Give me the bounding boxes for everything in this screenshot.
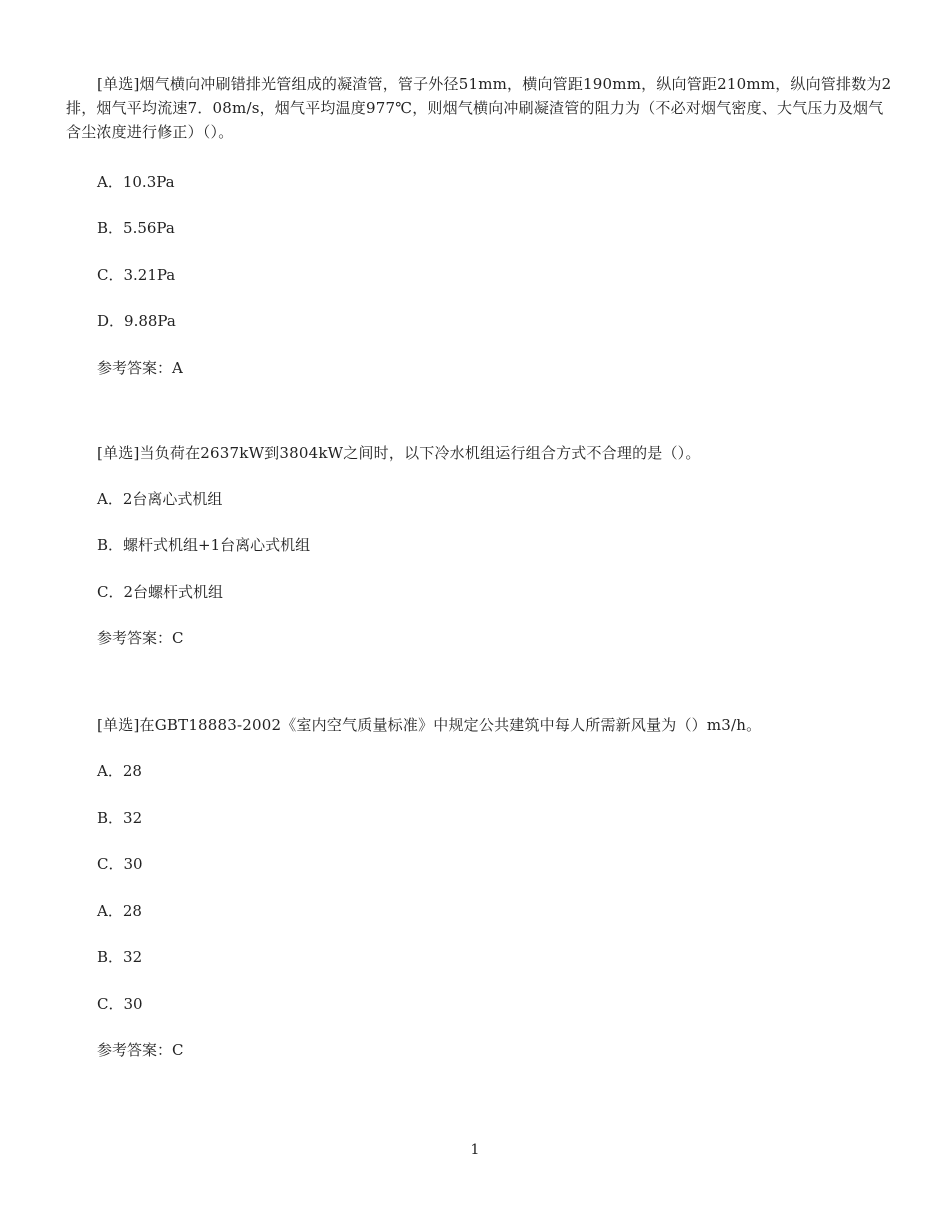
option-c: C．3.21Pa — [97, 266, 176, 284]
question-1 — [66, 72, 896, 377]
option-b: B．螺杆式机组+1台离心式机组 — [97, 536, 311, 554]
option-a: A．28 — [97, 902, 142, 920]
page-number: 1 — [470, 1142, 480, 1158]
question-stem: [单选]烟气横向冲刷错排光管组成的凝渣管，管子外径51mm，横向管距190mm，纵向管距210mm，纵向管排数为2排，烟气平均流速7．08m/s，烟气平均温度977℃，则烟气横向冲刷凝渣管的阻力为（不必对烟气密度、大气压力及烟气含尘浓度进行修正）（）。 — [66, 75, 892, 141]
reference-answer: 参考答案：C — [97, 1041, 184, 1059]
reference-answer: 参考答案：C — [97, 629, 184, 647]
option-c: C．2台螺杆式机组 — [97, 583, 224, 601]
option-c: C．30 — [97, 995, 143, 1013]
question-stem: [单选]当负荷在2637kW到3804kW之间时，以下冷水机组运行组合方式不合理的是（）。 — [97, 444, 701, 462]
question-3 — [66, 713, 896, 1059]
option-a: A．28 — [97, 762, 142, 780]
option-b: B．32 — [97, 948, 143, 966]
option-a: A．10.3Pa — [97, 173, 175, 191]
option-a: A．2台离心式机组 — [97, 490, 223, 508]
question-2 — [66, 441, 896, 647]
option-b: B．32 — [97, 809, 143, 827]
option-b: B．5.56Pa — [97, 219, 175, 237]
option-c: C．30 — [97, 855, 143, 873]
question-stem: [单选]在GBT18883-2002《室内空气质量标准》中规定公共建筑中每人所需新风量为（）m3/h。 — [97, 716, 762, 734]
option-d: D．9.88Pa — [97, 312, 176, 330]
reference-answer: 参考答案：A — [97, 359, 183, 377]
